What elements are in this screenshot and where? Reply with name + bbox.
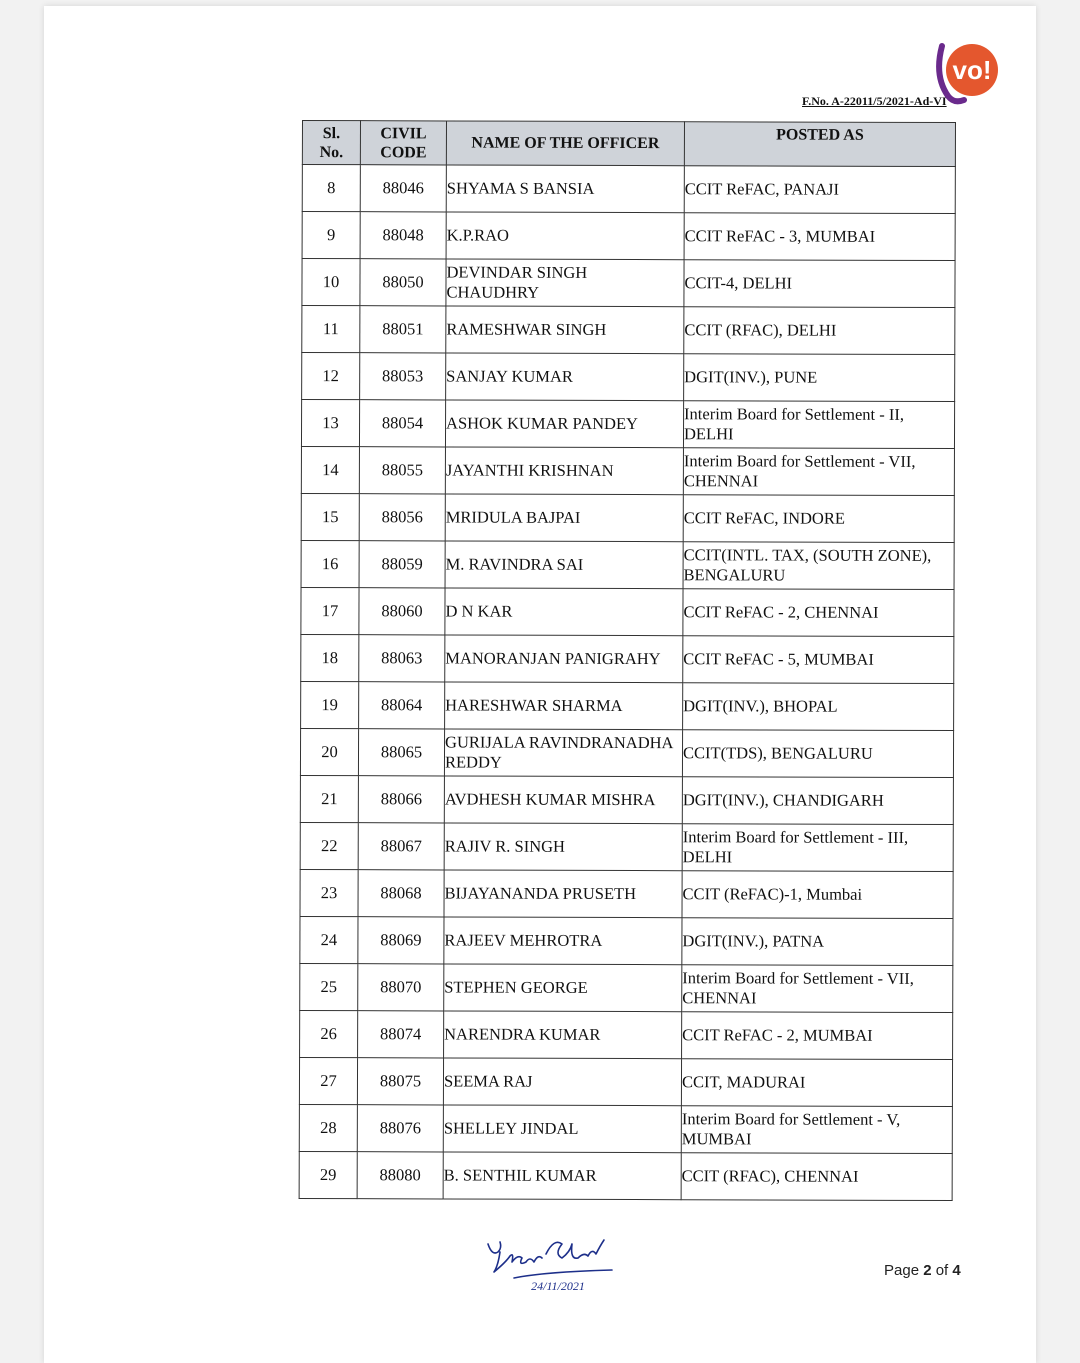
table-row <box>301 540 954 589</box>
civil-code-cell: 88075 <box>357 1058 443 1105</box>
posted-as-cell: CCIT (ReFAC)-1, Mumbai <box>682 871 953 919</box>
civil-code-cell: 88051 <box>360 306 446 353</box>
civil-code-cell: 88064 <box>359 682 445 729</box>
officer-name-cell: M. RAVINDRA SAI <box>445 541 683 589</box>
table-row <box>300 869 953 918</box>
civil-code-cell: 88055 <box>359 447 445 494</box>
sl-no-cell: 27 <box>299 1057 357 1104</box>
posted-as-cell: DGIT(INV.), BHOPAL <box>683 683 954 731</box>
vo-logo <box>934 40 1006 106</box>
sl-no-cell: 22 <box>300 822 358 869</box>
officer-name-cell: SHELLEY JINDAL <box>443 1105 681 1153</box>
officer-name-cell: SEEMA RAJ <box>443 1058 681 1106</box>
posted-as-cell: CCIT, MADURAI <box>681 1059 952 1107</box>
posted-as-cell: CCIT ReFAC, PANAJI <box>684 166 955 214</box>
sl-no-cell: 16 <box>301 540 359 587</box>
sl-no-cell: 23 <box>300 869 358 916</box>
posted-as-cell: CCIT ReFAC, INDORE <box>683 495 954 543</box>
officers-table <box>299 120 956 1201</box>
officer-name-cell: B. SENTHIL KUMAR <box>443 1152 681 1200</box>
sl-no-cell: 21 <box>300 775 358 822</box>
posted-as-cell: CCIT ReFAC - 3, MUMBAI <box>684 213 955 261</box>
table-row <box>301 681 954 730</box>
posted-as-cell: CCIT ReFAC - 2, CHENNAI <box>683 589 954 637</box>
table-row <box>300 1010 953 1059</box>
table-row <box>301 587 954 636</box>
table-row <box>300 963 953 1012</box>
posted-as-cell: CCIT ReFAC - 5, MUMBAI <box>683 636 954 684</box>
officer-name-cell: RAJEEV MEHROTRA <box>444 917 682 965</box>
officer-name-cell: D N KAR <box>445 588 683 636</box>
sl-no-cell: 11 <box>302 306 360 353</box>
sl-no-cell: 25 <box>300 963 358 1010</box>
sl-no-cell: 19 <box>301 681 359 728</box>
table-header-row <box>302 121 955 167</box>
table-row <box>302 212 955 261</box>
table-row <box>301 400 954 449</box>
civil-code-cell: 88053 <box>360 353 446 400</box>
table-row <box>300 728 953 777</box>
sl-no-cell: 14 <box>301 446 359 493</box>
officer-name-cell: MRIDULA BAJPAI <box>445 494 683 542</box>
posted-as-cell: CCIT ReFAC - 2, MUMBAI <box>682 1012 953 1060</box>
civil-code-cell: 88050 <box>360 259 446 306</box>
sl-no-cell: 12 <box>302 353 360 400</box>
officer-name-cell: ASHOK KUMAR PANDEY <box>445 400 683 448</box>
sl-no-cell: 10 <box>302 259 360 306</box>
civil-code-cell: 88066 <box>358 776 444 823</box>
table-row <box>299 1057 952 1106</box>
civil-code-cell: 88065 <box>358 729 444 776</box>
civil-code-cell: 88054 <box>359 400 445 447</box>
logo-text: vo! <box>952 55 992 85</box>
civil-code-cell: 88076 <box>357 1105 443 1152</box>
posted-as-cell: Interim Board for Settlement - V, MUMBAI <box>681 1106 952 1154</box>
civil-code-cell: 88070 <box>358 964 444 1011</box>
civil-code-cell: 88074 <box>358 1011 444 1058</box>
officer-name-cell: HARESHWAR SHARMA <box>445 682 683 730</box>
document-page <box>44 6 1036 1363</box>
officer-name-cell: K.P.RAO <box>446 212 684 260</box>
civil-code-cell: 88080 <box>357 1152 443 1199</box>
header-civil-code: CIVIL CODE <box>360 121 446 165</box>
officer-name-cell: MANORANJAN PANIGRAHY <box>445 635 683 683</box>
posted-as-cell: DGIT(INV.), CHANDIGARH <box>682 777 953 825</box>
sl-no-cell: 28 <box>299 1104 357 1151</box>
posted-as-cell: CCIT (RFAC), DELHI <box>684 307 955 355</box>
header-sl-no: Sl. No. <box>302 121 360 165</box>
civil-code-cell: 88059 <box>359 541 445 588</box>
header-officer-name: NAME OF THE OFFICER <box>446 121 684 166</box>
table-row <box>302 259 955 308</box>
officer-name-cell: RAJIV R. SINGH <box>444 823 682 871</box>
civil-code-cell: 88069 <box>358 917 444 964</box>
table-row <box>301 446 954 495</box>
table-row <box>299 1151 952 1200</box>
officer-name-cell: AVDHESH KUMAR MISHRA <box>444 776 682 824</box>
civil-code-cell: 88060 <box>359 588 445 635</box>
header-posted-as: POSTED AS <box>684 122 955 167</box>
posted-as-cell: CCIT(TDS), BENGALURU <box>682 730 953 778</box>
civil-code-cell: 88067 <box>358 823 444 870</box>
sl-no-cell: 9 <box>302 212 360 259</box>
officer-name-cell: NARENDRA KUMAR <box>444 1011 682 1059</box>
sl-no-cell: 15 <box>301 493 359 540</box>
page-number: Page 2 of 4 <box>884 1262 961 1279</box>
file-number: F.No. A-22011/5/2021-Ad-VI <box>802 94 947 108</box>
signature-image <box>484 1232 620 1296</box>
officer-name-cell: GURIJALA RAVINDRANADHA REDDY <box>444 729 682 777</box>
posted-as-cell: Interim Board for Settlement - III, DELHI <box>682 824 953 872</box>
civil-code-cell: 88068 <box>358 870 444 917</box>
officer-name-cell: SHYAMA S BANSIA <box>446 165 684 213</box>
posted-as-cell: Interim Board for Settlement - VII, CHENNAI <box>683 448 954 496</box>
civil-code-cell: 88048 <box>360 212 446 259</box>
table-row <box>300 916 953 965</box>
signature-date: 24/11/2021 <box>531 1279 585 1293</box>
sl-no-cell: 17 <box>301 587 359 634</box>
sl-no-cell: 29 <box>299 1151 357 1198</box>
civil-code-cell: 88056 <box>359 494 445 541</box>
table-row <box>301 493 954 542</box>
sl-no-cell: 26 <box>300 1010 358 1057</box>
sl-no-cell: 24 <box>300 916 358 963</box>
posted-as-cell: DGIT(INV.), PATNA <box>682 918 953 966</box>
table-row <box>301 634 954 683</box>
civil-code-cell: 88063 <box>359 635 445 682</box>
officer-name-cell: STEPHEN GEORGE <box>444 964 682 1012</box>
table-row <box>300 822 953 871</box>
sl-no-cell: 20 <box>300 728 358 775</box>
posted-as-cell: CCIT-4, DELHI <box>684 260 955 308</box>
officer-name-cell: SANJAY KUMAR <box>446 353 684 401</box>
posted-as-cell: DGIT(INV.), PUNE <box>684 354 955 402</box>
table-row <box>302 165 955 214</box>
posted-as-cell: Interim Board for Settlement - VII, CHENNAI <box>682 965 953 1013</box>
table-row <box>302 306 955 355</box>
officer-name-cell: RAMESHWAR SINGH <box>446 306 684 354</box>
officer-name-cell: DEVINDAR SINGH CHAUDHRY <box>446 259 684 307</box>
sl-no-cell: 18 <box>301 634 359 681</box>
table-row <box>300 775 953 824</box>
officer-name-cell: BIJAYANANDA PRUSETH <box>444 870 682 918</box>
civil-code-cell: 88046 <box>360 165 446 212</box>
table-row <box>299 1104 952 1153</box>
officer-name-cell: JAYANTHI KRISHNAN <box>445 447 683 495</box>
sl-no-cell: 8 <box>302 165 360 212</box>
posted-as-cell: CCIT (RFAC), CHENNAI <box>681 1153 952 1201</box>
sl-no-cell: 13 <box>301 400 359 447</box>
posted-as-cell: CCIT(INTL. TAX, (SOUTH ZONE), BENGALURU <box>683 542 954 590</box>
table-row <box>302 353 955 402</box>
posted-as-cell: Interim Board for Settlement - II, DELHI <box>683 401 954 449</box>
